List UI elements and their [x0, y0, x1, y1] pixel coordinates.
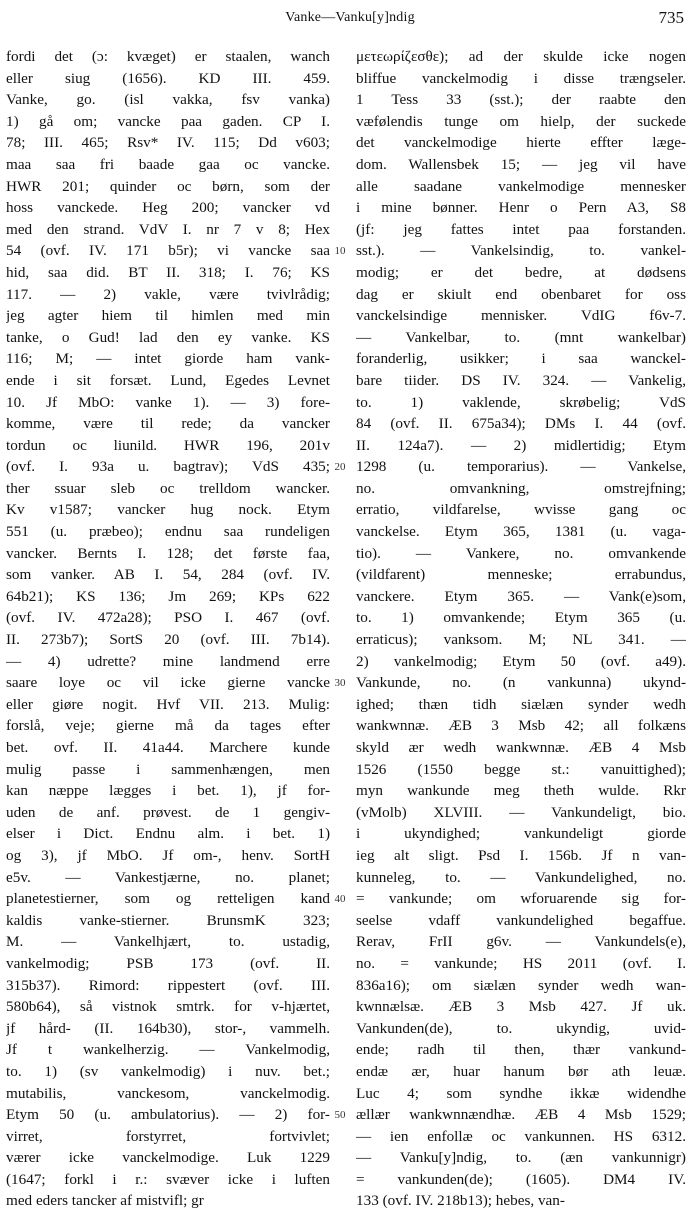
- text-line: II. 273b7); SortS 20 (ovf. III. 7b14).: [6, 631, 330, 649]
- text-line: bare tiider. DS IV. 324. — Vankelig,: [356, 371, 686, 389]
- margin-line-number: 50: [334, 1109, 346, 1122]
- text-line: vanckelsindige mennisker. VdIG f6v-7.: [356, 307, 686, 325]
- page-header: [0, 6, 700, 34]
- text-line: væfølendis tunge om hielp, der suckede: [356, 112, 686, 130]
- text-line: Rerav, FrII g6v. — Vankundels(e),: [356, 933, 686, 951]
- text-line: (vMolb) XLVIII. — Vankundeligt, bio.: [356, 803, 686, 821]
- text-line: mulig passe i sammenhængen, men: [6, 760, 330, 778]
- text-line: 117. — 2) vakle, være tvivlrådig;: [6, 285, 330, 303]
- text-line: alle saadane vankelmodige mennesker: [356, 177, 686, 195]
- text-line: 54 (ovf. IV. 171 b5r); vi vancke saa: [6, 242, 330, 260]
- text-line: to. 1) (sv vankelmodig) i nuv. bet.;: [6, 1062, 330, 1080]
- text-line: Kv v1587; vancker hug nock. Etym: [6, 501, 330, 519]
- text-line: og 3), jf MbO. Jf om-, henv. SortH: [6, 846, 330, 864]
- text-line: 64b21); KS 136; Jm 269; KPs 622: [6, 587, 330, 605]
- text-line: tordun oc liunild. HWR 196, 201v: [6, 436, 330, 454]
- text-line: forslå, veje; gierne må da tages efter: [6, 717, 330, 735]
- text-line: hid, saa did. BT II. 318; I. 76; KS: [6, 263, 330, 281]
- text-line: modig; er det bedre, at dødsens: [356, 263, 686, 281]
- text-line: elser i Dict. Endnu alm. i bet. 1): [6, 825, 330, 843]
- text-line: Vankunden(de), to. ukyndig, uvid-: [356, 1019, 686, 1037]
- text-line: 1298 (u. temporarius). — Vankelse,: [356, 458, 686, 476]
- text-line: tio). — Vankere, no. omvankende: [356, 544, 686, 562]
- text-line: i mine bønner. Henr o Pern A3, S8: [356, 199, 686, 217]
- text-line: erraticus); vanksom. M; NL 341. —: [356, 631, 686, 649]
- text-line: maa saa fri baade gaa oc vancke.: [6, 155, 330, 173]
- right-column: [356, 46, 686, 1212]
- text-line: no. omvankning, omstrejfning;: [356, 479, 686, 497]
- text-line: 116; M; — intet giorde ham vank-: [6, 350, 330, 368]
- text-line: Etym 50 (u. ambulatorius). — 2) for-: [6, 1106, 330, 1124]
- text-line: ende; radh til then, thær vankund-: [356, 1041, 686, 1059]
- text-line: som vanker. AB I. 54, 284 (ovf. IV.: [6, 566, 330, 584]
- text-line: Luc 4; som syndhe ikkæ widendhe: [356, 1084, 686, 1102]
- text-line: ællær wankwnnændhæ. ÆB 4 Msb 1529;: [356, 1106, 686, 1124]
- text-line: M. — Vankelhjært, to. ustadig,: [6, 933, 330, 951]
- text-line: II. 124a7). — 2) midlertidig; Etym: [356, 436, 686, 454]
- margin-line-number: 40: [334, 893, 346, 906]
- text-line: erratio, vildfarelse, wvisse gang oc: [356, 501, 686, 519]
- text-line: fordi det (ɔ: kvæget) er staalen, wanch: [6, 48, 330, 65]
- text-line: 1) gå om; vancke paa gaden. CP I.: [6, 112, 330, 130]
- text-line: Vanke, go. (isl vakka, fsv vanka): [6, 91, 330, 109]
- text-line: tanke, o Gud! lad den ey vanke. KS: [6, 328, 330, 346]
- text-line: ieg alt sligt. Psd I. 156b. Jf n van-: [356, 846, 686, 864]
- text-line: foranderlig, usikker; i saa wanckel-: [356, 350, 686, 368]
- text-line: 836a16); om siælæn synder wedh wan-: [356, 976, 686, 994]
- text-line: jeg agter hiem til himlen med min: [6, 307, 330, 325]
- text-line: eller siug (1656). KD III. 459.: [6, 69, 330, 87]
- text-line: wankwnnæ. ÆB 3 Msb 42; all folkæns: [356, 717, 686, 735]
- text-line: — Vanku[y]ndig, to. (æn vankunnigr): [356, 1149, 686, 1167]
- text-line: Jf t wankelherzig. — Vankelmodig,: [6, 1041, 330, 1059]
- page-number: 735: [658, 8, 684, 27]
- text-line: e5v. — Vankestjærne, no. planet;: [6, 868, 330, 886]
- text-line: myn wankunde meg theth wulde. Rkr: [356, 782, 686, 800]
- text-line: to. 1) vaklende, skrøbelig; VdS: [356, 393, 686, 411]
- text-line: 580b64), så vistnok smtrk. for v-hjærtet,: [6, 998, 330, 1016]
- text-line: Vankunde, no. (n vankunna) ukynd-: [356, 674, 686, 692]
- text-line: værer icke vanckelmodige. Luk 1229: [6, 1149, 330, 1167]
- text-line: hoss vanckede. Heg 200; vancker vd: [6, 199, 330, 217]
- text-line: μετεωρίζεσθε); ad der skulde icke nogen: [356, 48, 686, 65]
- text-line: (ovf. IV. 472a28); PSO I. 467 (ovf.: [6, 609, 330, 627]
- text-line: kaldis vanke-stierner. BrunsmK 323;: [6, 911, 330, 929]
- text-line: (jf: jeg fattes intet paa forstanden.: [356, 220, 686, 238]
- text-line: vanckere. Etym 365. — Vank(e)som,: [356, 587, 686, 605]
- text-line: 133 (ovf. IV. 218b13); hebes, van-: [356, 1192, 565, 1210]
- margin-line-number: 10: [334, 245, 346, 258]
- running-head: Vanke—Vanku[y]ndig: [285, 10, 415, 25]
- text-line: (ovf. I. 93a u. bagtrav); VdS 435;: [6, 458, 330, 476]
- text-line: sst.). — Vankelsindig, to. vankel-: [356, 242, 686, 260]
- text-line: ighed; thæn tidh siælæn synder wedh: [356, 695, 686, 713]
- text-line: kwnnælsæ. ÆB 3 Msb 427. Jf uk.: [356, 998, 686, 1016]
- text-line: 78; III. 465; Rsv* IV. 115; Dd v603;: [6, 134, 330, 152]
- text-line: bliffue vanckelmodig i disse trængseler.: [356, 69, 686, 87]
- text-line: med eders tancker af mistvifl; gr: [6, 1192, 204, 1210]
- text-line: (1647; forkl i r.: svæver icke i luften: [6, 1170, 330, 1188]
- text-line: virret, forstyrret, fortvivlet;: [6, 1127, 330, 1145]
- text-line: komme, være til rede; da vancker: [6, 415, 330, 433]
- text-line: 551 (u. præbeo); endnu saa rundeligen: [6, 523, 330, 541]
- text-line: 1 Tess 33 (sst.); der raabte den: [356, 91, 686, 109]
- text-line: vanckelse. Etym 365, 1381 (u. vaga-: [356, 523, 686, 541]
- text-line: uden de anf. prøvest. de 1 gengiv-: [6, 803, 330, 821]
- text-line: saare loye oc vil icke gierne vancke: [6, 674, 330, 692]
- text-line: eller giøre nogit. Hvf VII. 213. Mulig:: [6, 695, 330, 713]
- text-line: vancker. Bernts I. 128; det første faa,: [6, 544, 330, 562]
- text-line: HWR 201; quinder oc børn, som der: [6, 177, 330, 195]
- text-line: seelse vdaff vankundelighed begaffue.: [356, 911, 686, 929]
- text-line: 2) vankelmodig; Etym 50 (ovf. a49).: [356, 652, 686, 670]
- text-line: — Vankelbar, to. (mnt wankelbar): [356, 328, 686, 346]
- text-line: ther ssuar sleb oc trelldom wancker.: [6, 479, 330, 497]
- text-line: med den strand. VdV I. nr 7 v 8; Hex: [6, 220, 330, 238]
- text-line: skyld ær wedh wankwnnæ. ÆB 4 Msb: [356, 739, 686, 756]
- text-line: endæ ær, huar hanum bør ath leuæ.: [356, 1062, 686, 1080]
- text-line: — 4) udrette? mine landmend erre: [6, 652, 330, 670]
- margin-line-number: 30: [334, 677, 346, 690]
- text-line: 315b37). Rimord: rippestert (ovf. III.: [6, 976, 330, 994]
- text-line: dom. Wallensbek 15; — jeg vil have: [356, 155, 686, 173]
- text-line: (vildfarent) menneske; errabundus,: [356, 566, 686, 584]
- text-line: 10. Jf MbO: vanke 1). — 3) fore-: [6, 393, 330, 411]
- text-line: — ien enfollæ oc vankunnen. HS 6312.: [356, 1127, 686, 1145]
- margin-line-number: 20: [334, 461, 346, 474]
- text-line: dag er skiult end obenbaret for oss: [356, 285, 686, 303]
- text-line: jf hård- (II. 164b30), stor-, vammelh.: [6, 1019, 330, 1037]
- text-line: no. = vankunde; HS 2011 (ovf. I.: [356, 954, 686, 972]
- text-line: det vanckelmodige hierte effter læge-: [356, 134, 686, 152]
- text-line: kunneleg, to. — Vankundelighed, no.: [356, 868, 686, 886]
- text-line: 1526 (1550 begge st.: vanuittighed);: [356, 760, 686, 778]
- text-line: vankelmodig; PSB 173 (ovf. II.: [6, 954, 330, 972]
- text-line: planetestierner, som og retteligen kand: [6, 890, 330, 908]
- text-line: mutabilis, vanckesom, vanckelmodig.: [6, 1084, 330, 1102]
- text-line: ende i sit forsæt. Lund, Egedes Levnet: [6, 371, 330, 389]
- text-line: = vankunde; om wforuarende sig for-: [356, 890, 686, 908]
- text-line: to. 1) omvankende; Etym 365 (u.: [356, 609, 686, 627]
- text-line: = vankunden(de); (1605). DM4 IV.: [356, 1170, 686, 1188]
- left-column: [6, 46, 330, 1212]
- text-line: kan næppe lægges i bet. 1), jf for-: [6, 782, 330, 800]
- text-line: bet. ovf. II. 41a44. Marchere kunde: [6, 739, 330, 756]
- text-line: i ukyndighed; vankundeligt giorde: [356, 825, 686, 843]
- text-line: 84 (ovf. II. 675a34); DMs I. 44 (ovf.: [356, 415, 686, 433]
